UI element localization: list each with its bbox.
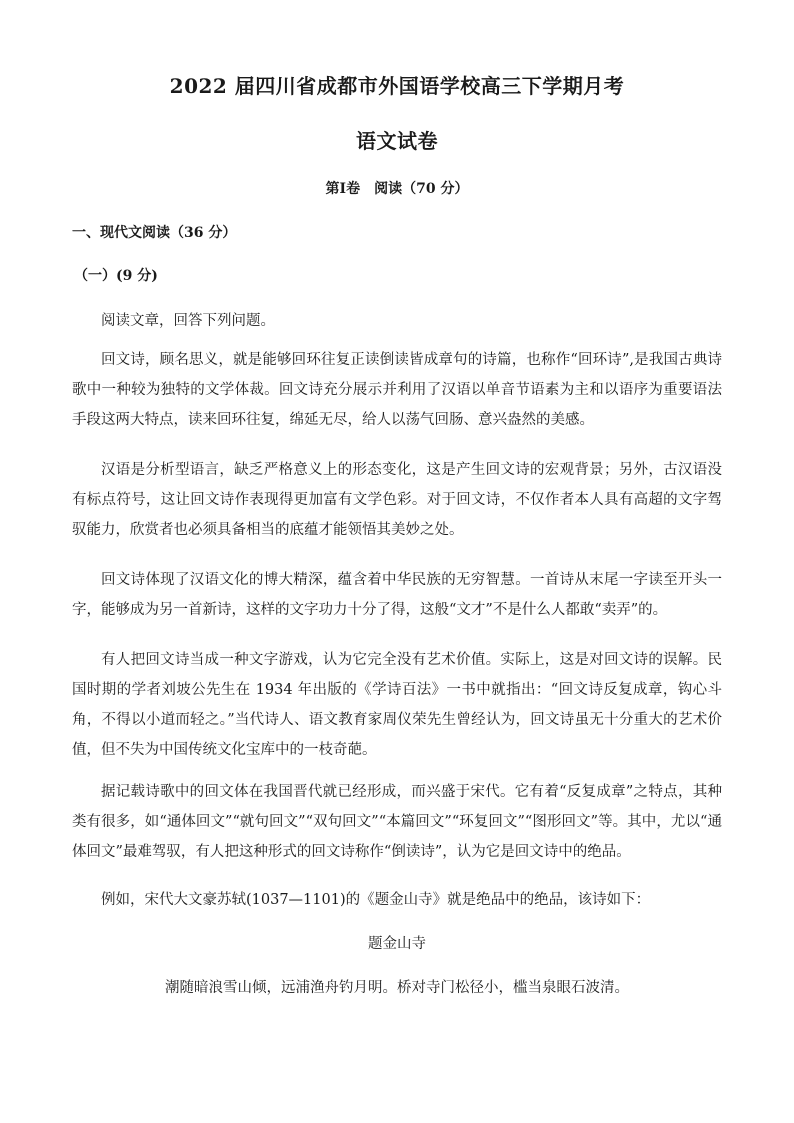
paragraph: 例如，宋代大文豪苏轼(1037—1101)的《题金山寺》就是绝品中的绝品，该诗如下： [101, 892, 651, 908]
part-title: 第Ⅰ卷 阅读（70 分） [325, 181, 469, 197]
subsection-title: （一）(9 分) [74, 268, 158, 284]
poem-title: 题金山寺 [368, 936, 426, 952]
poem-line: 潮随暗浪雪山倾，远浦渔舟钓月明。桥对寺门松径小，槛当泉眼石波清。 [165, 980, 629, 996]
paragraph: 回文诗体现了汉语文化的博大精深，蕴含着中华民族的无穷智慧。一首诗从末尾一字读至开头一字，能够成为另一首新诗，这样的文字功力十分了得，这般“文才”不是什么人都敢“卖弄”的。 [72, 572, 722, 618]
paragraph: 据记载诗歌中的回文体在我国晋代就已经形成，而兴盛于宋代。它有着“反复成章”之特点，其种类有很多，如“通体回文”“就句回文”“双句回文”“本篇回文”“环复回文”“图形回文”等。其中，尤以“通体回文”最难驾驭，有人把这种形式的回文诗称作“倒读诗”，认为它是回文诗中的绝品。 [72, 784, 722, 860]
paragraph-instruction: 阅读文章，回答下列问题。 [101, 313, 275, 329]
paragraph: 回文诗，顾名思义，就是能够回环往复正读倒读皆成章句的诗篇，也称作“回环诗”,是我国古典诗歌中一种较为独特的文学体裁。回文诗充分展示并利用了汉语以单音节语素为主和以语序为重要语法手段这两大特点，读来回环往复，绵延无尽，给人以荡气回肠、意兴盎然的美感。 [72, 352, 722, 428]
paragraph: 有人把回文诗当成一种文字游戏，认为它完全没有艺术价值。实际上，这是对回文诗的误解。民国时期的学者刘坡公先生在 1934 年出版的《学诗百法》一书中就指出：“回文诗反复成章，钩心斗角，不得以小道而轻之。”当代诗人、语文教育家周仪荣先生曾经认为，回文诗虽无十分重大的艺术价值，但不失为中国传统文化宝库中的一枝奇葩。 [72, 652, 722, 758]
exam-title: 2022 届四川省成都市外国语学校高三下学期月考 [169, 74, 625, 98]
paragraph: 汉语是分析型语言，缺乏严格意义上的形态变化，这是产生回文诗的宏观背景；另外，古汉语没有标点符号，这让回文诗作表现得更加富有文学色彩。对于回文诗，不仅作者本人具有高超的文字驾驭能力，欣赏者也必须具备相当的底蕴才能领悟其美妙之处。 [72, 462, 722, 538]
section-title: 一、现代文阅读（36 分） [72, 225, 237, 241]
subject-title: 语文试卷 [356, 129, 438, 153]
